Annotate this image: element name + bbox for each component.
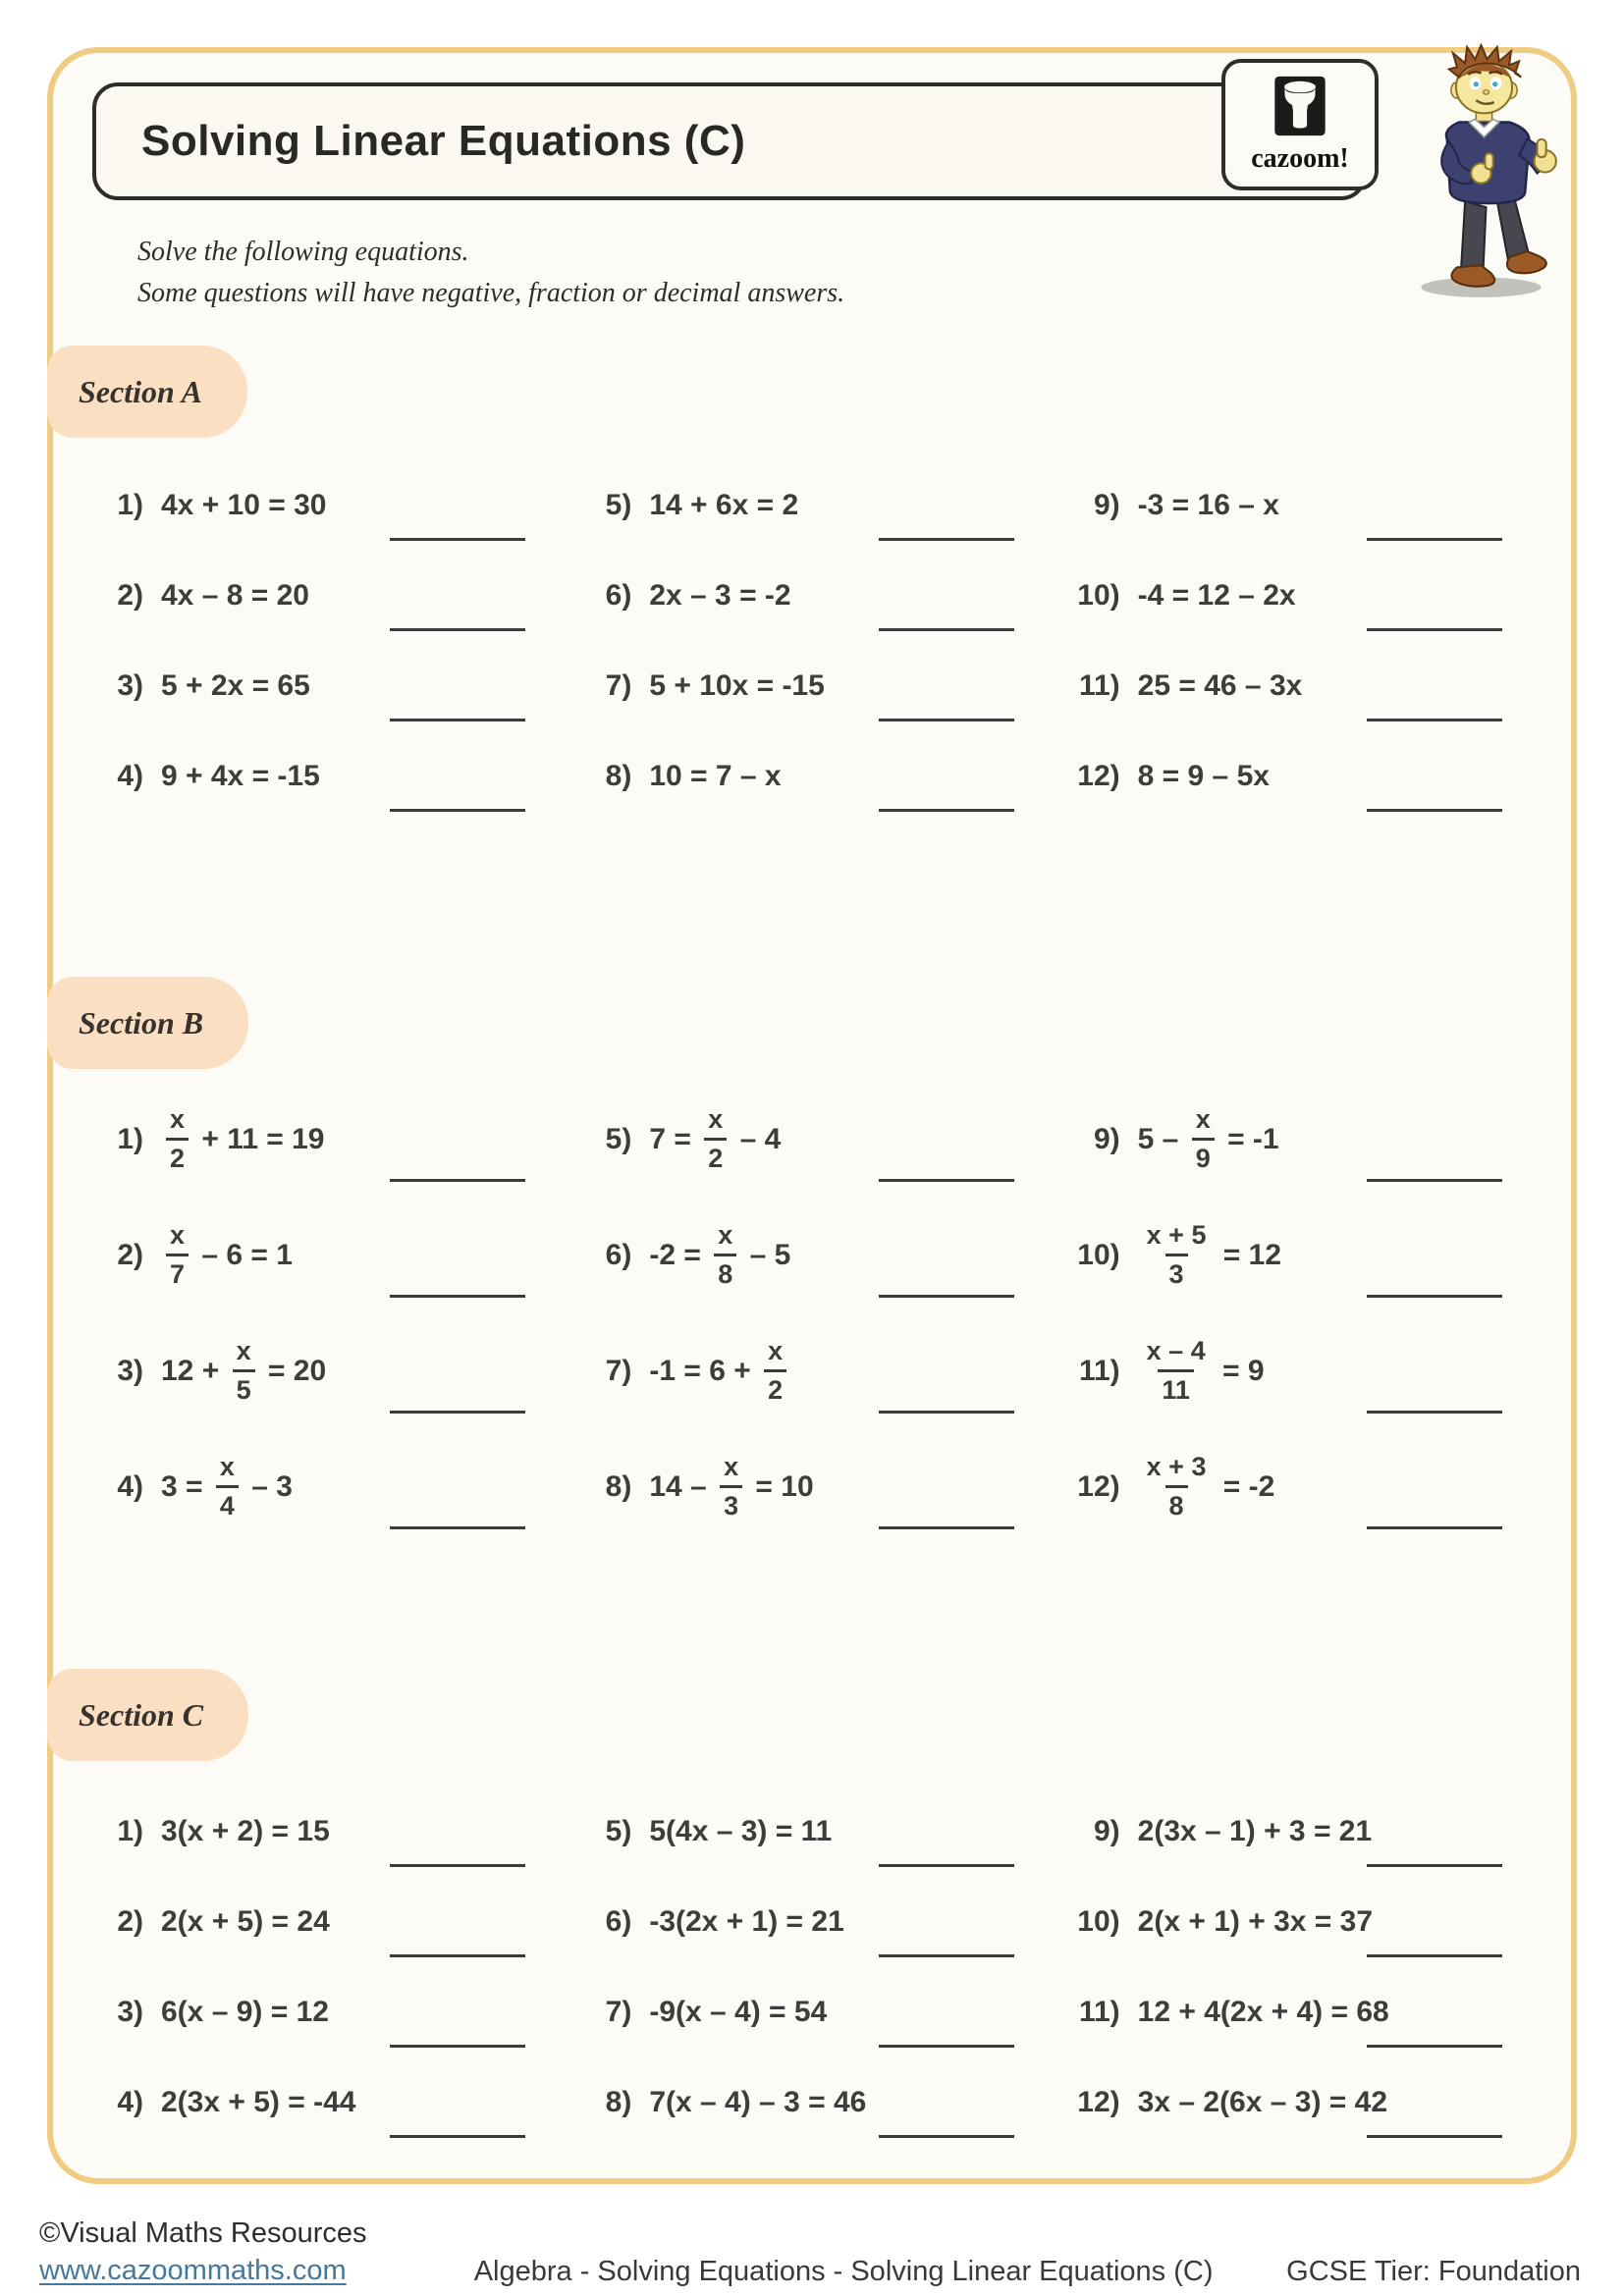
answer-line[interactable]	[390, 1864, 525, 1867]
instructions	[137, 232, 844, 314]
fraction: $\frac{x}{2}$	[764, 1338, 786, 1404]
equation-text: – 4	[731, 1123, 782, 1155]
question	[568, 1313, 1056, 1429]
equation-text: -3 = 16 – x	[1137, 489, 1279, 521]
answer-line[interactable]	[1367, 538, 1502, 541]
answer-line[interactable]	[390, 1179, 525, 1182]
fraction: $\frac{x}{7}$	[166, 1222, 189, 1288]
equation-text: 25 = 46 – 3x	[1137, 669, 1303, 702]
question-number: 5)	[605, 1815, 632, 1847]
question-number: 8)	[605, 760, 632, 792]
drum-icon	[1273, 76, 1326, 141]
equation-text: = 10	[747, 1470, 814, 1503]
fraction: $\frac{x + 5}{3}$	[1146, 1219, 1207, 1289]
question-number: 1)	[117, 1123, 143, 1155]
equation-text: 5 + 10x = -15	[649, 669, 825, 702]
fraction: $\frac{x}{8}$	[714, 1222, 736, 1288]
answer-line[interactable]	[390, 1295, 525, 1298]
equation-text: 4x + 10 = 30	[161, 489, 327, 521]
answer-line[interactable]	[390, 628, 525, 631]
equation	[649, 1451, 814, 1521]
answer-line[interactable]	[390, 719, 525, 721]
answer-line[interactable]	[879, 538, 1014, 541]
section-a-tab	[47, 346, 247, 438]
equation-text: – 5	[741, 1239, 791, 1271]
question-number: 8)	[605, 2086, 632, 2118]
question	[1057, 731, 1545, 822]
equation-text: 12 +	[161, 1355, 228, 1387]
equation-text: 14 –	[649, 1470, 716, 1503]
equation-text: + 11 = 19	[193, 1123, 325, 1155]
answer-line[interactable]	[1367, 1295, 1502, 1298]
question	[568, 1877, 1056, 1967]
answer-line[interactable]	[390, 2045, 525, 2048]
fraction: $\frac{x}{3}$	[720, 1454, 742, 1520]
equation	[1137, 1103, 1279, 1173]
answer-line[interactable]	[879, 1179, 1014, 1182]
question	[1057, 1877, 1545, 1967]
answer-line[interactable]	[390, 2135, 525, 2138]
question	[81, 1967, 568, 2057]
question	[81, 1877, 568, 1967]
equation	[1138, 1996, 1389, 2029]
equation	[1138, 1815, 1373, 1848]
answer-line[interactable]	[879, 2135, 1014, 2138]
equation	[1138, 1335, 1265, 1405]
question	[1057, 460, 1545, 551]
section-b-tab	[47, 977, 248, 1069]
equation	[161, 1815, 330, 1848]
question	[1057, 1967, 1545, 2057]
question-number: 6)	[605, 1239, 632, 1271]
question-number: 4)	[117, 2086, 143, 2118]
question	[81, 1082, 568, 1198]
equation-text: 14 + 6x = 2	[649, 489, 799, 521]
question	[81, 1787, 568, 1877]
equation-text: 2x – 3 = -2	[649, 579, 791, 612]
equation	[161, 1219, 293, 1289]
section-a-label: Section A	[79, 373, 202, 409]
equation	[649, 1905, 843, 1939]
answer-line[interactable]	[879, 1864, 1014, 1867]
question	[568, 551, 1056, 641]
equation-text: – 6 = 1	[193, 1239, 293, 1271]
question-number: 11)	[1078, 1355, 1120, 1387]
question	[81, 2057, 568, 2148]
equation	[1138, 2086, 1387, 2119]
question-number: 10)	[1077, 1905, 1120, 1938]
answer-line[interactable]	[1367, 1526, 1502, 1529]
question-number: 5)	[605, 1123, 632, 1155]
question	[81, 551, 568, 641]
question-number: 3)	[117, 1355, 143, 1387]
equation	[161, 1451, 293, 1521]
equation-text: 4x – 8 = 20	[161, 579, 309, 612]
equation-text: 3(x + 2) = 15	[161, 1815, 330, 1847]
equation	[649, 760, 781, 793]
equation	[161, 1996, 329, 2029]
question	[568, 1967, 1056, 2057]
answer-line[interactable]	[879, 1954, 1014, 1957]
question-number: 7)	[605, 1355, 632, 1387]
question-number: 9)	[1093, 1123, 1120, 1155]
answer-line[interactable]	[1367, 719, 1502, 721]
answer-line[interactable]	[879, 2045, 1014, 2048]
question	[81, 1198, 568, 1313]
answer-line[interactable]	[390, 809, 525, 812]
instructions-line2: Some questions will have negative, fraction or decimal answers.	[137, 278, 845, 308]
question-number: 8)	[605, 1470, 632, 1503]
answer-line[interactable]	[1367, 1179, 1502, 1182]
equation-text: 2(x + 1) + 3x = 37	[1137, 1905, 1373, 1938]
equation	[649, 1815, 832, 1848]
equation-text: = -2	[1215, 1470, 1275, 1503]
equation	[161, 760, 320, 793]
question-number: 9)	[1093, 489, 1120, 521]
equation-text: 12 + 4(2x + 4) = 68	[1137, 1996, 1389, 2028]
website-link[interactable]: www.cazoommaths.com	[39, 2255, 347, 2287]
equation	[161, 1103, 325, 1173]
equation	[1138, 1905, 1373, 1939]
equation-text: = 12	[1215, 1239, 1282, 1271]
equation	[1138, 760, 1270, 793]
equation-text: 9 + 4x = -15	[161, 760, 320, 792]
fraction: $\frac{x}{9}$	[1192, 1106, 1215, 1172]
fraction: $\frac{x}{2}$	[166, 1106, 189, 1172]
question-number: 12)	[1077, 1470, 1120, 1503]
section-c-tab	[47, 1669, 248, 1761]
equation-text: -3(2x + 1) = 21	[649, 1905, 844, 1938]
question	[81, 460, 568, 551]
footer-left	[39, 2215, 401, 2290]
question-number: 4)	[117, 1470, 143, 1503]
question-number: 3)	[117, 1996, 143, 2028]
equation	[1138, 669, 1303, 703]
equation	[649, 1103, 782, 1173]
equation	[649, 1996, 827, 2029]
question	[568, 1429, 1056, 1545]
equation	[649, 2086, 866, 2119]
answer-line[interactable]	[1367, 2045, 1502, 2048]
equation-text: -4 = 12 – 2x	[1137, 579, 1296, 612]
question-number: 12)	[1077, 760, 1120, 792]
question	[568, 641, 1056, 731]
question	[81, 1313, 568, 1429]
question	[1057, 1198, 1545, 1313]
question	[1057, 1787, 1545, 1877]
fraction: $\frac{x}{4}$	[216, 1454, 239, 1520]
question-number: 6)	[605, 579, 632, 612]
footer-breadcrumb: Algebra - Solving Equations - Solving Linear Equations (C)	[473, 2255, 1214, 2287]
section-c-questions	[81, 1787, 1545, 2148]
question	[81, 641, 568, 731]
answer-line[interactable]	[879, 809, 1014, 812]
answer-line[interactable]	[1367, 1411, 1502, 1414]
section-b-label: Section B	[79, 1004, 204, 1041]
question-number: 7)	[605, 1996, 632, 2028]
answer-line[interactable]	[390, 1526, 525, 1529]
question-number: 3)	[117, 669, 143, 702]
answer-line[interactable]	[1367, 2135, 1502, 2138]
question-number: 2)	[117, 1905, 143, 1938]
answer-line[interactable]	[879, 628, 1014, 631]
question	[81, 731, 568, 822]
question	[1057, 551, 1545, 641]
question	[1057, 641, 1545, 731]
question	[568, 1787, 1056, 1877]
equation	[1138, 1451, 1275, 1521]
question-number: 2)	[117, 579, 143, 612]
equation	[649, 669, 824, 703]
equation-text: 10 = 7 – x	[649, 760, 782, 792]
question	[81, 1429, 568, 1545]
question	[568, 731, 1056, 822]
equation-text: 3x – 2(6x – 3) = 42	[1137, 2086, 1388, 2118]
question	[1057, 1082, 1545, 1198]
equation	[649, 579, 790, 613]
equation-text: 8 = 9 – 5x	[1137, 760, 1270, 792]
answer-line[interactable]	[390, 1954, 525, 1957]
answer-line[interactable]	[879, 719, 1014, 721]
question-number: 5)	[605, 489, 632, 521]
equation	[1138, 1219, 1282, 1289]
question-number: 10)	[1077, 1239, 1120, 1271]
equation	[161, 1335, 327, 1405]
question	[568, 460, 1056, 551]
equation-text: 5(4x – 3) = 11	[649, 1815, 833, 1847]
equation-text: = 9	[1214, 1355, 1265, 1387]
equation	[161, 2086, 355, 2119]
question-number: 11)	[1078, 669, 1120, 702]
answer-line[interactable]	[879, 1526, 1014, 1529]
equation-text: 2(3x – 1) + 3 = 21	[1137, 1815, 1373, 1847]
question-number: 7)	[605, 669, 632, 702]
equation-text: = -1	[1218, 1123, 1279, 1155]
equation-text: -2 =	[649, 1239, 710, 1271]
equation-text: = 20	[259, 1355, 327, 1387]
section-b-questions	[81, 1082, 1545, 1545]
question	[1057, 1429, 1545, 1545]
equation-text: 5 + 2x = 65	[161, 669, 310, 702]
fraction: $\frac{x + 3}{8}$	[1146, 1451, 1207, 1521]
equation-text: 7 =	[649, 1123, 700, 1155]
question-number: 9)	[1093, 1815, 1120, 1847]
equation	[161, 489, 327, 522]
footer	[39, 2215, 1581, 2290]
equation	[649, 1335, 791, 1405]
fraction: $\frac{x - 4}{11}$	[1146, 1335, 1206, 1405]
section-c-label: Section C	[79, 1696, 204, 1733]
answer-line[interactable]	[1367, 809, 1502, 812]
answer-line[interactable]	[390, 1411, 525, 1414]
answer-line[interactable]	[1367, 1864, 1502, 1867]
question	[1057, 2057, 1545, 2148]
equation-text: 3 =	[161, 1470, 211, 1503]
fraction: $\frac{x}{2}$	[704, 1106, 727, 1172]
answer-line[interactable]	[390, 538, 525, 541]
title-box	[92, 82, 1367, 200]
equation	[1138, 579, 1296, 613]
answer-line[interactable]	[879, 1411, 1014, 1414]
question	[568, 1198, 1056, 1313]
cazoom-logo	[1221, 59, 1379, 190]
equation	[649, 489, 798, 522]
question-number: 11)	[1078, 1996, 1120, 2028]
equation	[161, 669, 310, 703]
equation	[1138, 489, 1279, 522]
question-number: 6)	[605, 1905, 632, 1938]
section-a-questions	[81, 460, 1545, 822]
equation-text: -1 = 6 +	[649, 1355, 760, 1387]
answer-line[interactable]	[1367, 628, 1502, 631]
equation-text: – 3	[243, 1470, 293, 1503]
equation-text: -9(x – 4) = 54	[649, 1996, 828, 2028]
fraction: $\frac{x}{5}$	[233, 1338, 255, 1404]
answer-line[interactable]	[879, 1295, 1014, 1298]
question-number: 4)	[117, 760, 143, 792]
question	[1057, 1313, 1545, 1429]
question	[568, 2057, 1056, 2148]
question	[568, 1082, 1056, 1198]
question-number: 1)	[117, 1815, 143, 1847]
instructions-line1: Solve the following equations.	[137, 237, 469, 267]
worksheet-frame	[47, 47, 1577, 2184]
equation	[649, 1219, 791, 1289]
question-number: 10)	[1077, 579, 1120, 612]
equation-text: 2(3x + 5) = -44	[161, 2086, 356, 2118]
equation-text: 5 –	[1137, 1123, 1187, 1155]
footer-tier: GCSE Tier: Foundation	[1286, 2255, 1581, 2287]
equation-text: 7(x – 4) – 3 = 46	[649, 2086, 867, 2118]
equation	[161, 1905, 330, 1939]
question-number: 12)	[1077, 2086, 1120, 2118]
answer-line[interactable]	[1367, 1954, 1502, 1957]
equation-text: 2(x + 5) = 24	[161, 1905, 330, 1938]
copyright-text: ©Visual Maths Resources	[39, 2217, 367, 2249]
mascot-character	[1369, 43, 1599, 303]
equation-text: 6(x – 9) = 12	[161, 1996, 329, 2028]
question-number: 1)	[117, 489, 143, 521]
page-title: Solving Linear Equations (C)	[141, 117, 746, 165]
question-number: 2)	[117, 1239, 143, 1271]
equation	[161, 579, 309, 613]
logo-wordmark: cazoom!	[1251, 142, 1349, 174]
